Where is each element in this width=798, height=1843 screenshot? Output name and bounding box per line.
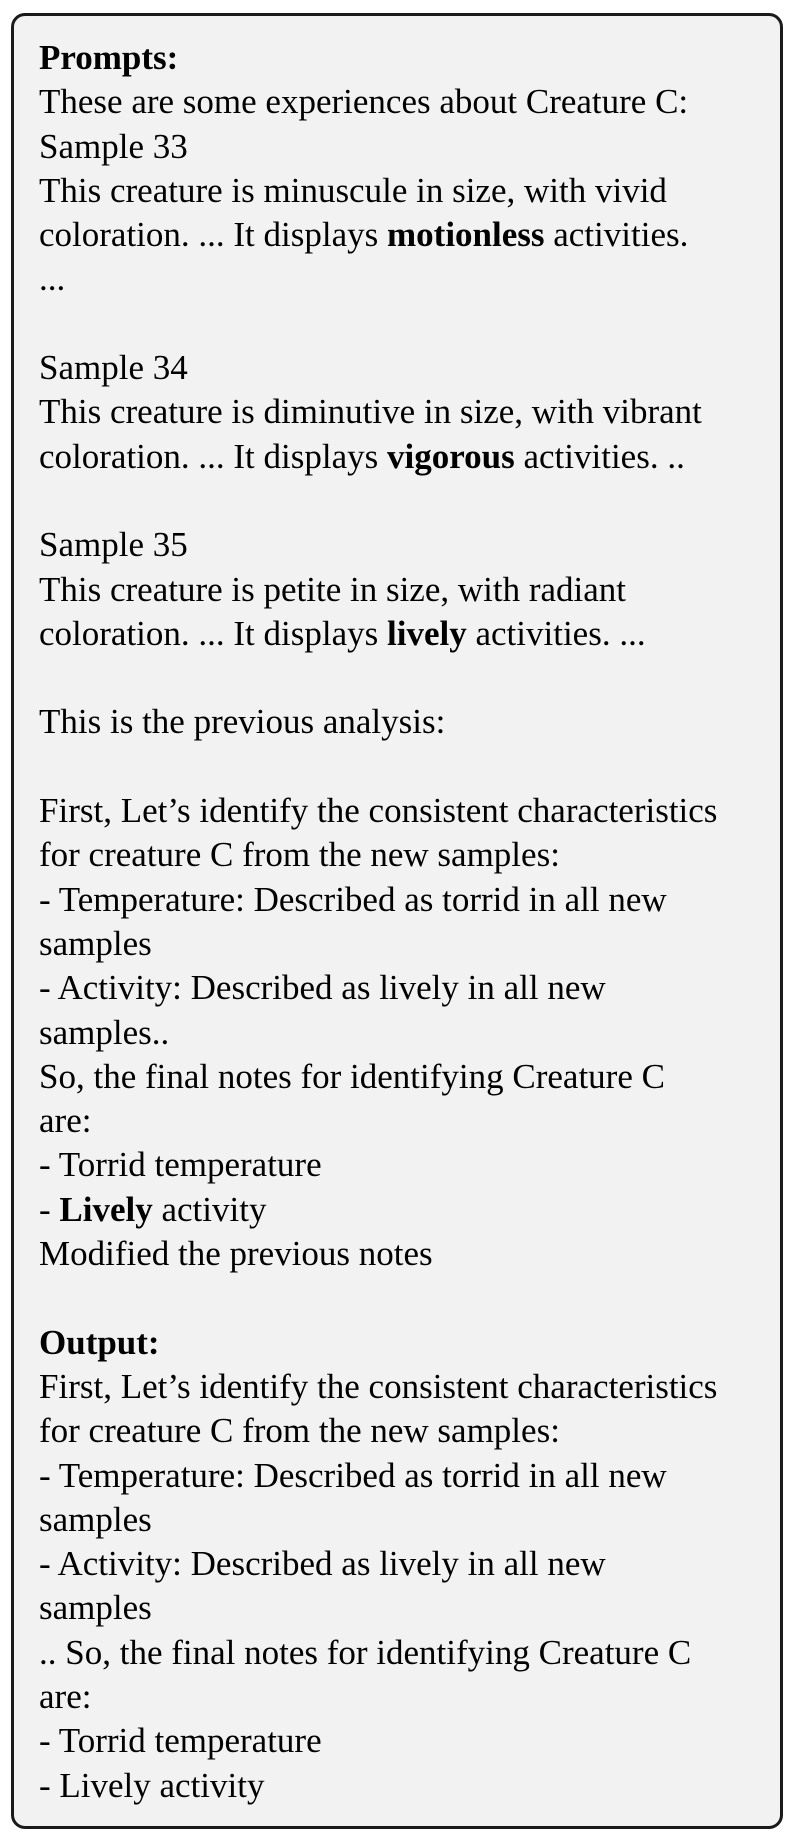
analysis-line: for creature C from the new samples: [39,835,560,875]
activity-keyword: vigorous [387,436,515,476]
analysis-line: are: [39,1101,92,1141]
output-line: - Activity: Described as lively in all new [39,1544,606,1584]
activity-keyword: motionless [387,215,545,255]
prompts-intro: These are some experiences about Creature C: [39,82,689,122]
output-line: .. So, the final notes for identifying Creature C [39,1632,692,1672]
sample-text-line: This creature is diminutive in size, with vibrant [39,392,702,432]
analysis-line: So, the final notes for identifying Creature C [39,1056,665,1096]
analysis-line: - Lively activity [39,1189,267,1229]
sample-text-line: coloration. ... It displays lively activities. ... [39,613,646,653]
prompts-heading: Prompts: [39,38,179,77]
output-line: - Lively activity [39,1765,265,1805]
analysis-line: - Torrid temperature [39,1145,322,1185]
activity-keyword: Lively [59,1189,153,1229]
analysis-line: - Temperature: Described as torrid in all new [39,879,667,919]
prompt-output-box [11,13,783,1829]
output-line: First, Let’s identify the consistent characteristics [39,1366,718,1406]
sample-title: Sample 34 [39,348,188,388]
analysis-line: samples [39,923,152,963]
sample-title: Sample 35 [39,525,188,565]
analysis-line: samples.. [39,1012,170,1052]
output-line: samples [39,1499,152,1539]
analysis-line: - Activity: Described as lively in all new [39,968,606,1008]
sample-text-line: coloration. ... It displays motionless activities. [39,215,689,255]
output-heading: Output: [39,1322,160,1362]
sample-text-line: This creature is petite in size, with radiant [39,569,627,609]
output-line: - Torrid temperature [39,1721,322,1761]
activity-keyword: lively [387,613,467,653]
output-line: for creature C from the new samples: [39,1411,560,1451]
output-line: - Temperature: Described as torrid in all new [39,1455,667,1495]
sample-text-line: coloration. ... It displays vigorous activities. .. [39,436,685,476]
output-line: samples [39,1588,152,1628]
sample-ellipsis: ... [39,259,66,299]
analysis-line: First, Let’s identify the consistent characteristics [39,791,718,831]
output-line: are: [39,1676,92,1716]
sample-title: Sample 33 [39,126,188,166]
sample-text-line: This creature is minuscule in size, with vivid [39,170,667,210]
modified-note: Modified the previous notes [39,1234,433,1274]
previous-analysis-intro: This is the previous analysis: [39,702,446,742]
